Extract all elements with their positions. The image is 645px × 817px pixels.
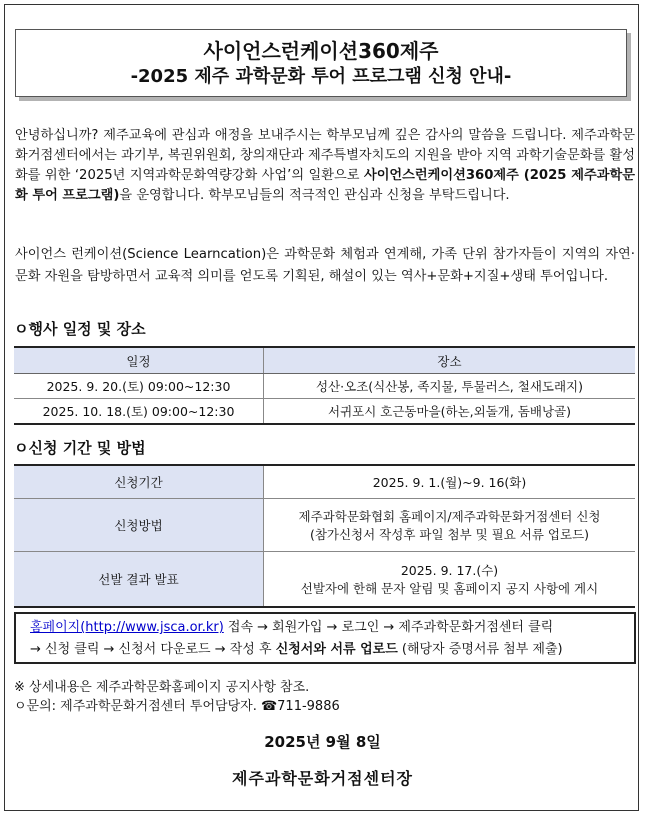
intro-text-a: 안녕하십니까? 제주교육에 관심과 애정을 보내주시는 학부모님께 깊은 감사의 말씀을 드립니다. 제주과학문화거점센터에서는 과기부, 복권위원회, 창의재단과 제주특별자치도의 지원을 받아 지역 과학기술문화를 활성화를 위한 ‘2025년 지역과학문화역량강화 사업’의 일환으로 — [15, 128, 635, 183]
schedule-col-date: 일정 — [14, 347, 264, 374]
apply-period-label: 신청기간 — [14, 465, 264, 499]
table-row — [14, 552, 635, 608]
title-main: 사이언스런케이션360제주 — [203, 39, 439, 63]
table-row — [14, 374, 635, 399]
intro-paragraph-2: 사이언스 런케이션(Science Learncation)은 과학문화 체험과 연계해, 가족 단위 참가자들이 지역의 자연·문화 자원을 탐방하면서 교육적 의미를 얻도록 기획된, 해설이 있는 역사+문화+지질+생태 투어입니다. — [15, 247, 635, 284]
detail-note: ※ 상세내용은 제주과학문화홈페이지 공지사항 참조. — [14, 680, 310, 695]
table-row — [14, 399, 635, 425]
title-sub: -2025 제주 과학문화 투어 프로그램 신청 안내- — [130, 66, 512, 87]
intro-paragraph-1 — [15, 126, 635, 206]
apply-method-line1: 제주과학문화협회 홈페이지/제주과학문화거점센터 신청 — [298, 509, 601, 524]
schedule-col-place: 장소 — [264, 347, 636, 374]
apply-method-line2: (참가신청서 작성후 파일 첨부 및 필요 서류 업로드) — [309, 527, 590, 542]
intro-program-name: 사이언스런케이션360제주 (2025 제주과학문화 투어 프로그램) — [15, 168, 636, 203]
schedule-date: 2025. 9. 20.(토) 09:00~12:30 — [14, 374, 264, 399]
schedule-place: 서귀포시 호근동마을(하논,외돌개, 돔배낭골) — [264, 399, 636, 425]
steps-line2-text-b: (해당자 증명서류 첨부 제출) — [397, 642, 563, 657]
apply-result-line1: 2025. 9. 17.(수) — [400, 563, 499, 578]
schedule-date: 2025. 10. 18.(토) 09:00~12:30 — [14, 399, 264, 425]
steps-box — [14, 612, 636, 664]
homepage-link[interactable]: 홈페이지(http://www.jsca.or.kr) — [30, 620, 224, 635]
apply-period-value: 2025. 9. 1.(월)~9. 16(화) — [264, 465, 636, 499]
apply-result-value — [264, 552, 636, 608]
apply-heading: ㅇ신청 기간 및 방법 — [14, 439, 146, 457]
schedule-table — [14, 346, 635, 425]
apply-method-label: 신청방법 — [14, 499, 264, 552]
apply-result-label: 선발 결과 발표 — [14, 552, 264, 608]
table-row — [14, 465, 635, 499]
steps-upload-emphasis: 신청서와 서류 업로드 — [275, 642, 398, 657]
title-box — [15, 29, 627, 97]
steps-line-1 — [30, 617, 634, 639]
contact-note: ㅇ문의: 제주과학문화거점센터 투어담당자. ☎711-9886 — [14, 699, 340, 714]
signature: 제주과학문화거점센터장 — [231, 769, 414, 788]
steps-line-2 — [30, 639, 634, 661]
apply-result-line2: 선발자에 한해 문자 알림 및 홈페이지 공지 사항에 게시 — [300, 581, 599, 596]
schedule-heading: ㅇ행사 일정 및 장소 — [14, 320, 146, 338]
table-row — [14, 499, 635, 552]
schedule-place: 성산·오조(식산봉, 족지물, 투물러스, 철새도래지) — [264, 374, 636, 399]
steps-line2-text-a: → 신청 클릭 → 신청서 다운로드 → 작성 후 — [30, 642, 276, 657]
apply-table — [14, 464, 635, 608]
issue-date: 2025년 9월 8일 — [264, 733, 381, 751]
apply-method-value — [264, 499, 636, 552]
intro-text-b: 을 운영합니다. 학부모님들의 적극적인 관심과 신청을 부탁드립니다. — [119, 188, 510, 203]
steps-line1-text: 접속 → 회원가입 → 로그인 → 제주과학문화거점센터 클릭 — [223, 620, 554, 635]
